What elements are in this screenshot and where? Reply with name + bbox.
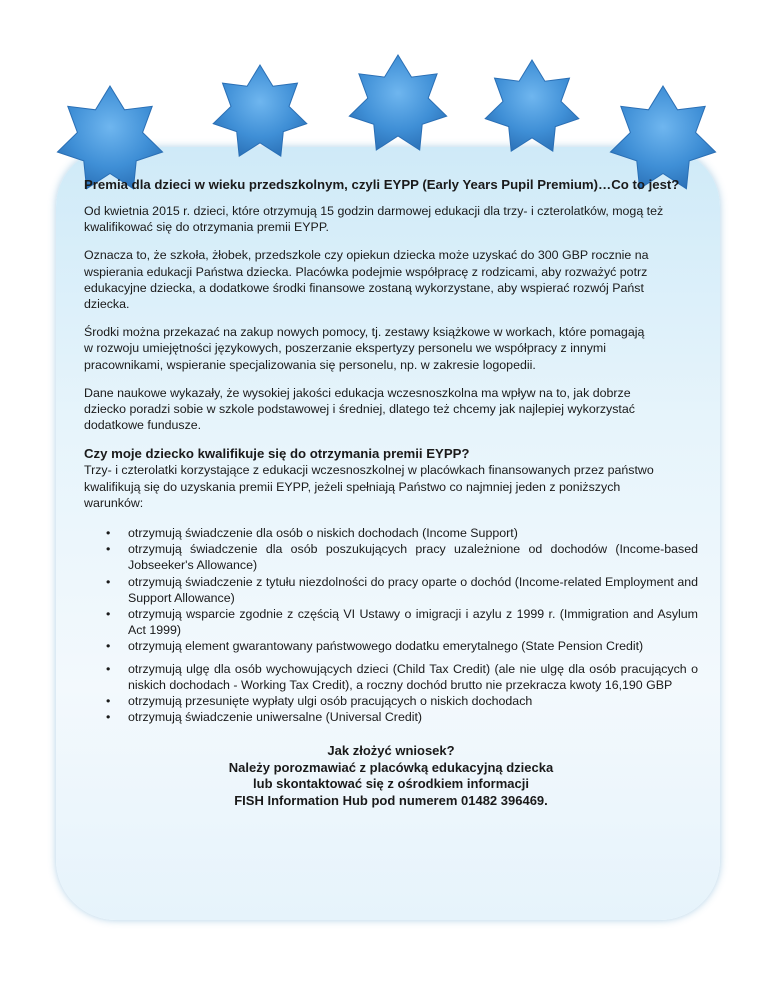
bullet-icon: • xyxy=(106,607,111,622)
text-line: wspierania edukacji Państwa dziecka. Placówka podejmie współpracę z rodzicami, aby rozważyć potrz xyxy=(84,264,648,279)
list-item: • otrzymują element gwarantowany państwowego dodatku emerytalnego (State Pension Credit) xyxy=(106,639,644,654)
apply-contact: FISH Information Hub pod numerem 01482 396469. xyxy=(234,792,548,808)
bullet-icon: • xyxy=(106,574,111,589)
paragraph-uses xyxy=(84,324,698,373)
text-line: Środki można przekazać na zakup nowych pomocy, tj. zestawy książkowe w workach, które pomagają xyxy=(84,325,645,340)
text-line: w rozwoju umiejętności językowych, poszerzanie ekspertyzy personelu we współpracy z innymi xyxy=(84,341,606,356)
criteria-list xyxy=(84,525,698,725)
list-item: • otrzymują wsparcie zgodnie z częścią VI Ustawy o imigracji i azylu z 1999 r. (Immigration and Asylum Act 1999) xyxy=(106,607,698,638)
paragraph-funding xyxy=(84,247,698,312)
star-icon xyxy=(485,60,579,151)
list-item: • otrzymują świadczenie dla osób poszukujących pracy uzależnione od dochodów (Income-based Jobseeker's Allowance) xyxy=(106,542,698,573)
bullet-icon: • xyxy=(106,661,111,676)
qualify-heading: Czy moje dziecko kwalifikuje się do otrzymania premii EYPP? xyxy=(84,446,470,462)
text-line: pracownikami, wspieranie specjalizowania się personelu, np. w zakresie logopedii. xyxy=(84,357,536,372)
paragraph-research xyxy=(84,385,698,434)
list-item: • otrzymują świadczenie z tytułu niezdolności do pracy oparte o dochód (Income-related Employment and Support Allowance) xyxy=(106,574,698,605)
how-to-apply xyxy=(84,743,698,809)
list-item: • otrzymują ulgę dla osób wychowujących dzieci (Child Tax Credit) (ale nie ulgę dla osób pracujących o niskich dochodach - Working Tax Credit), a roczny dochód brutto nie przekracza kwoty 16,190 GBP xyxy=(106,661,698,692)
apply-line: Należy porozmawiać z placówką edukacyjną dziecka xyxy=(228,759,554,775)
apply-heading: Jak złożyć wniosek? xyxy=(327,743,455,759)
bullet-icon: • xyxy=(106,694,111,709)
text-line: dziecko poradzi sobie w szkole podstawowej i średniej, dlatego też chcemy jak najlepiej wykorzystać xyxy=(84,402,635,417)
star-icon xyxy=(349,55,446,150)
bullet-icon: • xyxy=(106,710,111,725)
list-item: • otrzymują przesunięte wypłaty ulgi osób pracujących o niskich dochodach xyxy=(106,694,533,709)
list-item: • otrzymują świadczenie dla osób o niskich dochodach (Income Support) xyxy=(106,526,518,541)
apply-line: lub skontaktować się z ośrodkiem informacji xyxy=(253,776,529,792)
document-content xyxy=(84,176,698,809)
bullet-icon: • xyxy=(106,526,111,541)
star-icon xyxy=(57,86,162,189)
bullet-icon: • xyxy=(106,542,111,557)
text-line: Dane naukowe wykazały, że wysokiej jakości edukacja wczesnoszkolna ma wpływ na to, jak dobrze xyxy=(84,385,631,400)
text-line: edukacyjne dziecka, a dodatkowe środki finansowe zostaną wykorzystane, aby wspierać rozwój Państ xyxy=(84,280,644,295)
text-line: dodatkowe fundusze. xyxy=(84,418,202,433)
text-line: dziecka. xyxy=(84,297,130,312)
star-icon xyxy=(610,86,715,189)
list-item: • otrzymują świadczenie uniwersalne (Universal Credit) xyxy=(106,710,423,725)
text-line: Oznacza to, że szkoła, żłobek, przedszkole czy opiekun dziecka może uzyskać do 300 GBP rocznie na xyxy=(84,248,649,263)
paragraph-intro: Od kwietnia 2015 r. dzieci, które otrzymują 15 godzin darmowej edukacji dla trzy- i czterolatków, mogą też kwalifikować się do otrzymania premii EYPP. xyxy=(84,204,664,235)
qualify-intro: Trzy- i czterolatki korzystające z edukacji wczesnoszkolnej w placówkach finansowanych przez państwo kwalifikują się do uzyskania premii EYPP, jeżeli spełniają Państwo co najmniej jeden z poniższych warunków: xyxy=(84,463,654,510)
page-title: Premia dla dzieci w wieku przedszkolnym, czyli EYPP (Early Years Pupil Premium)…Co to jest? xyxy=(84,177,680,192)
bullet-icon: • xyxy=(106,639,111,654)
star-icon xyxy=(213,65,307,156)
